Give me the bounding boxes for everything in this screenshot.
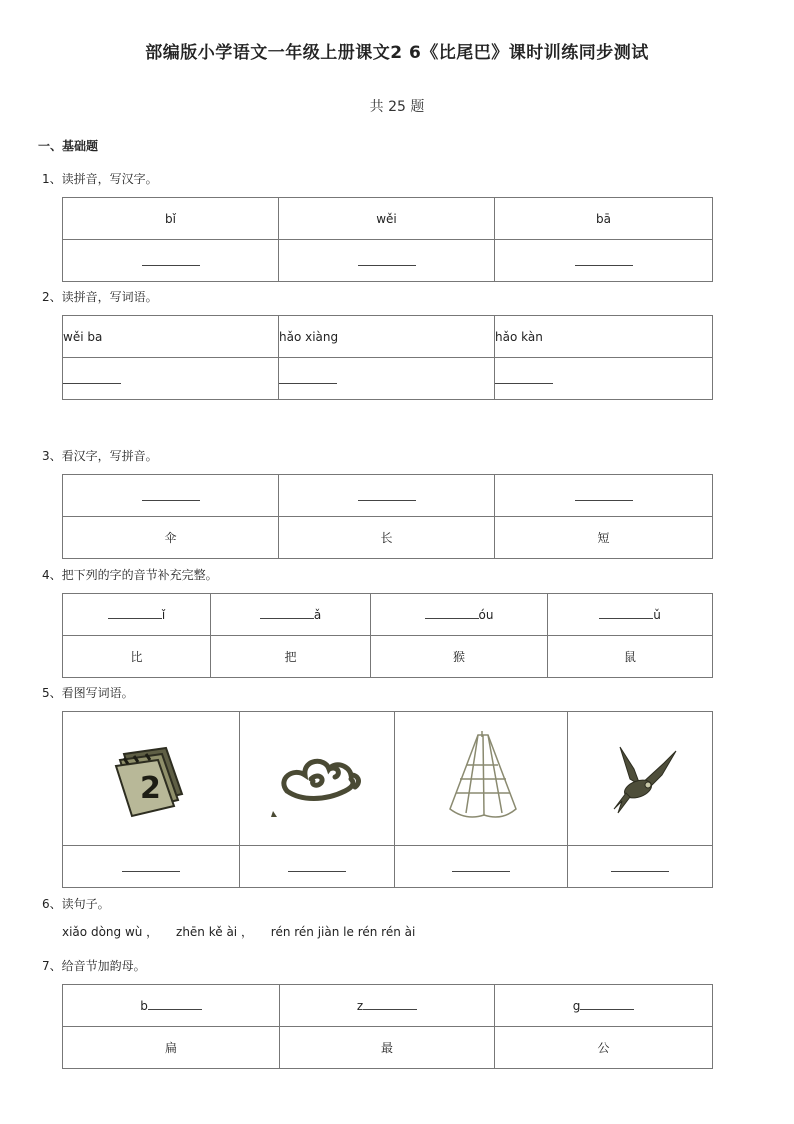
question-count: 共 25 题	[369, 99, 425, 115]
pinyin-cell: hǎo xiàng	[279, 316, 495, 358]
answer-cell[interactable]	[279, 475, 495, 517]
question-3-table	[62, 474, 713, 559]
answer-cell[interactable]	[279, 240, 495, 282]
syllable-cell[interactable]	[280, 985, 495, 1027]
initial-blank[interactable]	[108, 608, 162, 619]
question-7-table	[62, 984, 713, 1069]
initial-label: z	[356, 998, 364, 1013]
document-title: 部编版小学语文一年级上册课文2 6《比尾巴》课时训练同步测试	[145, 43, 649, 63]
answer-cell[interactable]	[568, 846, 713, 888]
answer-cell[interactable]	[279, 358, 495, 400]
character-cell: 伞	[63, 517, 279, 559]
answer-blank[interactable]	[63, 382, 121, 384]
final-blank[interactable]	[363, 999, 417, 1010]
question-5-prompt: 5、看图写词语。	[42, 686, 134, 700]
character-cell: 鼠	[548, 636, 713, 678]
picture-cell	[395, 712, 568, 846]
final-blank[interactable]	[580, 999, 634, 1010]
answer-blank[interactable]	[142, 264, 200, 266]
sentence-part: zhēn kě ài ，	[176, 925, 253, 939]
question-1-prompt: 1、读拼音，写汉字。	[42, 172, 158, 186]
svg-text:2: 2	[140, 770, 161, 806]
swallow-icon	[600, 739, 680, 819]
initial-blank[interactable]	[425, 608, 479, 619]
question-6-prompt: 6、读句子。	[42, 897, 110, 911]
section-heading: 一、基础题	[38, 139, 99, 153]
question-5-table	[62, 711, 713, 888]
sentence-part: rén rén jiàn le rén rén ài	[270, 925, 416, 939]
answer-cell[interactable]	[240, 846, 395, 888]
initial-blank[interactable]	[599, 608, 653, 619]
answer-blank[interactable]	[611, 870, 669, 872]
character-cell: 长	[279, 517, 495, 559]
answer-blank[interactable]	[142, 499, 200, 501]
answer-cell[interactable]	[495, 358, 713, 400]
answer-cell[interactable]	[63, 240, 279, 282]
answer-cell[interactable]	[63, 358, 279, 400]
answer-blank[interactable]	[279, 382, 337, 384]
cloud-icon	[267, 739, 367, 819]
syllable-cell[interactable]	[548, 594, 713, 636]
answer-cell[interactable]	[63, 846, 240, 888]
syllable-cell[interactable]	[495, 985, 713, 1027]
syllable-cell[interactable]	[211, 594, 371, 636]
question-4-prompt: 4、把下列的字的音节补充完整。	[42, 568, 218, 582]
question-7-prompt: 7、给音节加韵母。	[42, 959, 146, 973]
syllable-cell[interactable]	[371, 594, 548, 636]
picture-cell	[63, 712, 240, 846]
final-label: óu	[478, 607, 494, 622]
answer-blank[interactable]	[358, 499, 416, 501]
answer-blank[interactable]	[575, 499, 633, 501]
answer-cell[interactable]	[495, 240, 713, 282]
final-blank[interactable]	[148, 999, 202, 1010]
umbrella-icon	[436, 729, 526, 829]
question-2-table	[62, 315, 713, 400]
character-cell: 比	[63, 636, 211, 678]
pinyin-cell: bǐ	[63, 198, 279, 240]
answer-blank[interactable]	[358, 264, 416, 266]
character-cell: 猴	[371, 636, 548, 678]
character-cell: 公	[495, 1027, 713, 1069]
answer-cell[interactable]	[495, 475, 713, 517]
initial-label: b	[140, 998, 148, 1013]
question-4-table	[62, 593, 713, 678]
character-cell: 把	[211, 636, 371, 678]
answer-blank[interactable]	[452, 870, 510, 872]
picture-cell	[568, 712, 713, 846]
answer-cell[interactable]	[395, 846, 568, 888]
answer-blank[interactable]	[122, 870, 180, 872]
initial-blank[interactable]	[260, 608, 314, 619]
reading-sentence	[62, 923, 429, 940]
sentence-part: xiǎo dòng wù ，	[62, 925, 159, 939]
character-cell: 最	[280, 1027, 495, 1069]
question-3-prompt: 3、看汉字，写拼音。	[42, 449, 158, 463]
pinyin-cell: hǎo kàn	[495, 316, 713, 358]
character-cell: 扁	[63, 1027, 280, 1069]
answer-blank[interactable]	[288, 870, 346, 872]
calendar-icon	[106, 734, 196, 824]
initial-label: g	[572, 998, 581, 1013]
final-label: ǐ	[161, 607, 166, 622]
pinyin-cell: bā	[495, 198, 713, 240]
question-1-table	[62, 197, 713, 282]
character-cell: 短	[495, 517, 713, 559]
answer-cell[interactable]	[63, 475, 279, 517]
pinyin-cell: wěi ba	[63, 316, 279, 358]
picture-cell	[240, 712, 395, 846]
final-label: ǔ	[653, 607, 661, 622]
pinyin-cell: wěi	[279, 198, 495, 240]
syllable-cell[interactable]	[63, 985, 280, 1027]
final-label: ǎ	[313, 607, 322, 622]
question-2-prompt: 2、读拼音，写词语。	[42, 290, 158, 304]
answer-blank[interactable]	[575, 264, 633, 266]
answer-blank[interactable]	[495, 382, 553, 384]
syllable-cell[interactable]	[63, 594, 211, 636]
